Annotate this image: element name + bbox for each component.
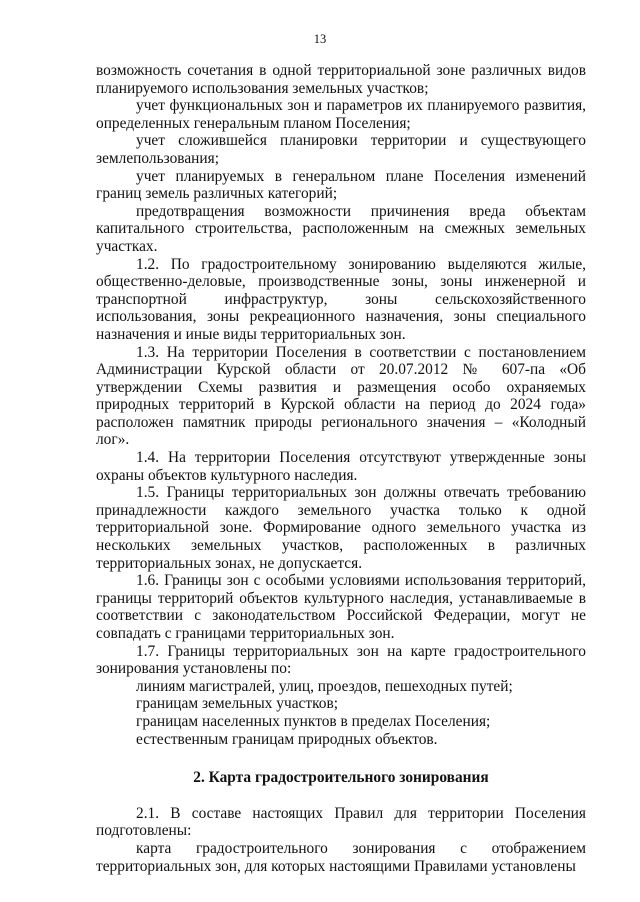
paragraph: предотвращения возможности причинения вреда объектам капитального строительства, расположенным на смежных земельных участках. xyxy=(96,202,586,255)
paragraph: 1.3. На территории Поселения в соответствии с постановлением Администрации Курской области от 20.07.2012 № 607-па «Об утверждении Схемы развития и размещения особо охраняемых природных территорий в Курской области на период до 2024 года» расположен памятник природы регионального значения – «Колодный лог». xyxy=(96,343,586,449)
paragraph: границам населенных пунктов в пределах Поселения; xyxy=(136,712,491,730)
paragraph: естественным границам природных объектов. xyxy=(136,730,438,748)
paragraph: 1.4. На территории Поселения отсутствуют утвержденные зоны охраны объектов культурного наследия. xyxy=(96,449,586,484)
paragraph: 1.6. Границы зон с особыми условиями использования территорий, границы территорий объектов культурного наследия, устанавливаемые в соответствии с законодательством Российской Федерации, могут не совпадать с границами территориальных зон. xyxy=(96,572,586,642)
paragraph: 1.2. По градостроительному зонированию выделяются жилые, общественно-деловые, производственные зоны, зоны инженерной и транспортной инфраструктур, зоны сельскохозяйственного использования, зоны рекреационного назначения, зоны специального назначения и иные виды территориальных зон. xyxy=(96,255,586,343)
paragraph: учет функциональных зон и параметров их планируемого развития, определенных генеральным планом Поселения; xyxy=(96,97,586,132)
section-1-paragraphs xyxy=(96,62,586,748)
section-heading: 2. Карта градостроительного зонирования xyxy=(193,769,489,787)
paragraph: линиям магистралей, улиц, проездов, пешеходных путей; xyxy=(136,677,513,695)
paragraph: учет планируемых в генеральном плане Поселения изменений границ земель различных категорий; xyxy=(96,167,586,203)
paragraph: возможность сочетания в одной территориальной зоне различных видов планируемого использования земельных участков; xyxy=(96,62,586,97)
paragraph: границам земельных участков; xyxy=(136,695,339,713)
body-text xyxy=(96,62,586,875)
section-2-paragraphs xyxy=(96,805,586,875)
paragraph: учет сложившейся планировки территории и существующего землепользования; xyxy=(96,132,586,167)
paragraph: 2.1. В составе настоящих Правил для территории Поселения подготовлены: xyxy=(96,804,586,840)
page-number: 13 xyxy=(313,32,327,46)
paragraph: 1.5. Границы территориальных зон должны отвечать требованию принадлежности каждого земельного участка только к одной территориальной зоне. Формирование одного земельного участка из нескольких земельных участков, расположенных в различных территориальных зонах, не допускается. xyxy=(96,484,586,572)
paragraph: 1.7. Границы территориальных зон на карте градостроительного зонирования установлены по: xyxy=(96,642,586,678)
paragraph: карта градостроительного зонирования с отображением территориальных зон, для которых настоящими Правилами установлены xyxy=(96,839,586,875)
